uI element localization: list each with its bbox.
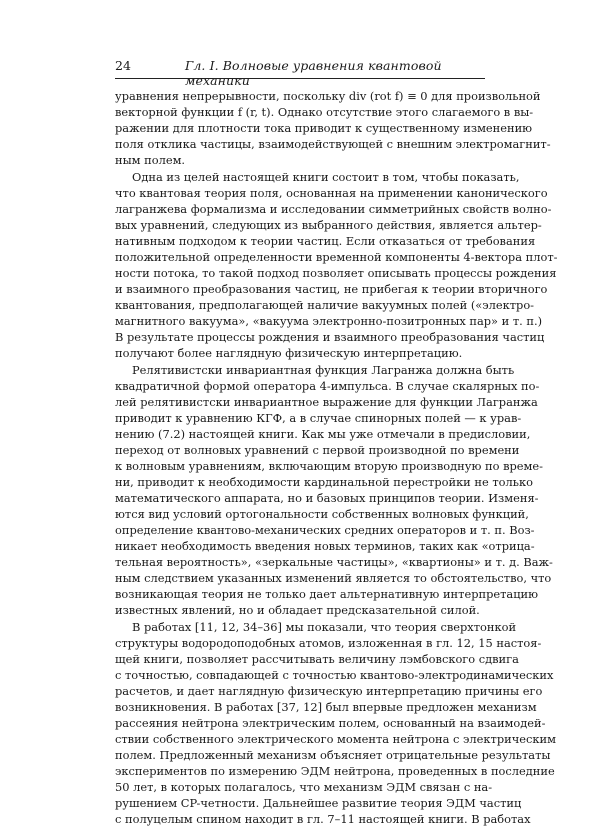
text-line: никает необходимость введения новых терминов, таких как «отрица- [115, 539, 535, 553]
text-line: рушением CP-четности. Дальнейшее развитие теория ЭДМ частиц [115, 796, 522, 810]
text-line: возникновения. В работах [37, 12] был впервые предложен механизм [115, 700, 537, 714]
text-line: ным полем. [115, 153, 186, 167]
text-line: поля отклика частицы, взаимодействующей с внешним электромагнит- [115, 137, 551, 151]
text-line: что квантовая теория поля, основанная на применении канонического [115, 186, 548, 200]
text-line: математического аппарата, но и базовых принципов теории. Изменя- [115, 491, 539, 505]
text-line: В работах [11, 12, 34–36] мы показали, что теория сверхтонкой [132, 620, 517, 634]
text-line: положительной определенности временной компоненты 4-вектора плот- [115, 250, 558, 264]
text-line: нению (7.2) настоящей книги. Как мы уже отмечали в предисловии, [115, 427, 531, 441]
text-line: к волновым уравнениям, включающим вторую производную по време- [115, 459, 543, 473]
text-line: ются вид условий ортогональности собственных волновых функций, [115, 507, 529, 521]
text-line: переход от волновых уравнений с первой производной по времени [115, 443, 520, 457]
text-line: квадратичной формой оператора 4-импульса. В случае скалярных по- [115, 379, 540, 393]
text-line: определение квантово-механических средних операторов и т. п. Воз- [115, 523, 535, 537]
text-line: векторной функции f (r, t). Однако отсутствие этого слагаемого в вы- [115, 105, 534, 119]
text-line: с точностью, совпадающей с точностью квантово-электродинамических [115, 668, 554, 682]
text-line: известных явлений, но и обладает предсказательной силой. [115, 603, 480, 617]
text-line: расчетов, и дает наглядную физическую интерпретацию причины его [115, 684, 543, 698]
text-line: Релятивистски инвариантная функция Лагранжа должна быть [132, 363, 515, 377]
page-number: 24 [115, 58, 131, 73]
text-line: рассеяния нейтрона электрическим полем, основанный на взаимодей- [115, 716, 546, 730]
text-line: уравнения непрерывности, поскольку div (rot f) ≡ 0 для произвольной [115, 89, 541, 103]
text-line: тельная вероятность», «зеркальные частицы», «квартионы» и т. д. Важ- [115, 555, 553, 569]
text-line: экспериментов по измерению ЭДМ нейтрона, проведенных в последние [115, 764, 555, 778]
text-line: структуры водородоподобных атомов, изложенная в гл. 12, 15 настоя- [115, 636, 542, 650]
text-line: возникающая теория не только дает альтернативную интерпретацию [115, 587, 539, 601]
text-line: нативным подходом к теории частиц. Если отказаться от требования [115, 234, 536, 248]
paragraph [115, 362, 553, 618]
text-line: Одна из целей настоящей книги состоит в том, чтобы показать, [132, 170, 520, 184]
text-line: ни, приводит к необходимости кардинальной перестройки не только [115, 475, 533, 489]
text-line: ным следствием указанных изменений является то обстоятельство, что [115, 571, 552, 585]
text-line: 50 лет, в которых полагалось, что механизм ЭДМ связан с на- [115, 780, 493, 794]
text-line: ствии собственного электрического момента нейтрона с электрическим [115, 732, 556, 746]
text-line: вых уравнений, следующих из выбранного действия, является альтер- [115, 218, 542, 232]
running-header [115, 58, 485, 88]
text-line: квантования, предполагающей наличие вакуумных полей («электро- [115, 298, 535, 312]
text-line: ражении для плотности тока приводит к существенному изменению [115, 121, 533, 135]
text-line: с полуцелым спином находит в гл. 7–11 настоящей книги. В работах [115, 812, 531, 826]
body-text [115, 88, 558, 827]
text-line: лей релятивистски инвариантное выражение для функции Лагранжа [115, 395, 538, 409]
text-line: полем. Предложенный механизм объясняет отрицательные результаты [115, 748, 551, 762]
text-line: получают более наглядную физическую интерпретацию. [115, 346, 463, 360]
text-line: ности потока, то такой подход позволяет описывать процессы рождения [115, 266, 557, 280]
text-line: лагранжева формализма и исследовании симметрийных свойств волно- [115, 202, 552, 216]
text-line: В результате процессы рождения и взаимного преобразования частиц [115, 330, 545, 344]
paragraph [115, 169, 558, 361]
text-line: магнитного вакуума», «вакуума электронно-позитронных пар» и т. п.) [115, 314, 543, 328]
text-line: приводит к уравнению КГФ, а в случае спинорных полей — к урав- [115, 411, 522, 425]
running-title: Гл. I. Волновые уравнения квантовой механики [185, 58, 442, 88]
text-line: и взаимного преобразования частиц, не прибегая к теории вторичного [115, 282, 548, 296]
paragraph [115, 619, 556, 827]
text-line: щей книги, позволяет рассчитывать величину лэмбовского сдвига [115, 652, 519, 666]
paragraph [115, 88, 551, 168]
header-rule [115, 78, 485, 79]
